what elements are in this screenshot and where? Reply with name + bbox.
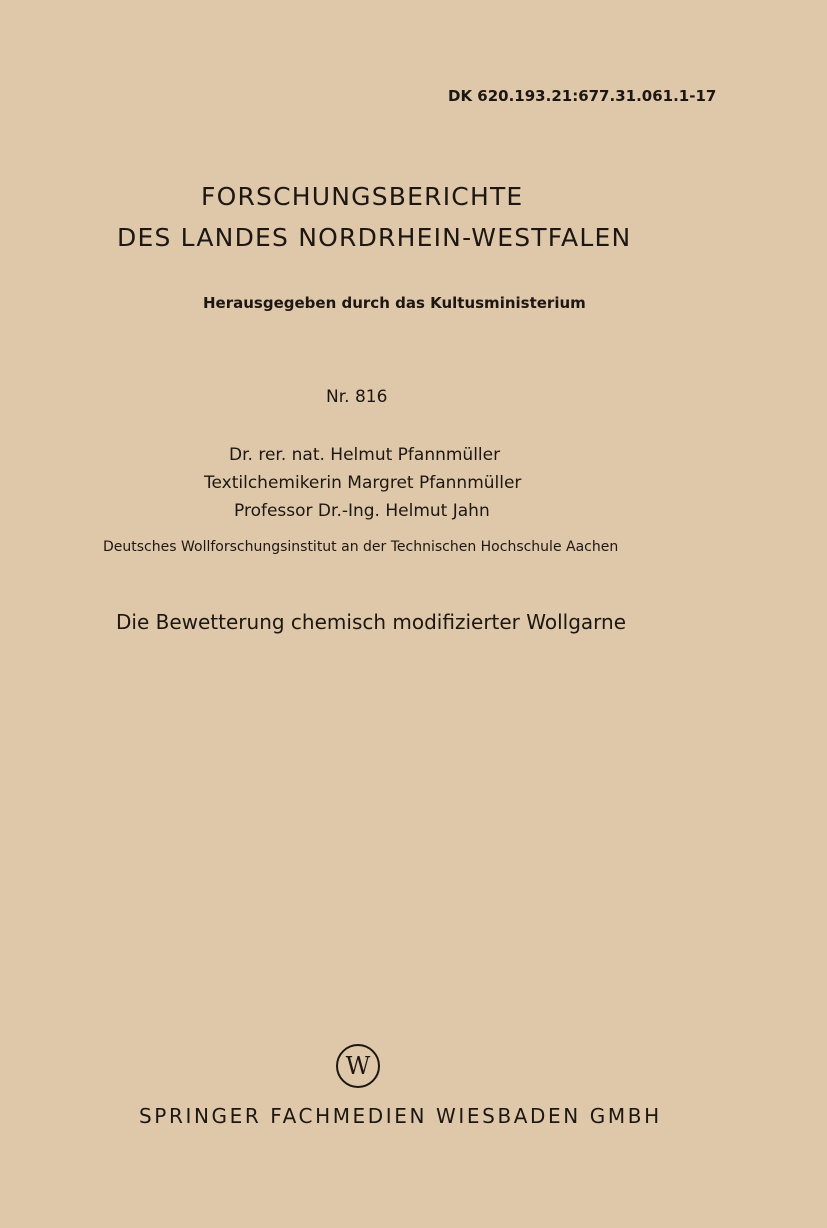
author-1: Dr. rer. nat. Helmut Pfannmüller [229,445,501,465]
author-2: Textilchemikerin Margret Pfannmüller [204,473,522,493]
publisher-logo [335,1043,381,1089]
author-3: Professor Dr.-Ing. Helmut Jahn [234,501,490,521]
report-title: Die Bewetterung chemisch modifizierter Wollgarne [116,610,627,634]
report-number: Nr. 816 [326,387,388,407]
publisher-name: SPRINGER FACHMEDIEN WIESBADEN GMBH [139,1104,662,1128]
classification-code: DK 620.193.21:677.31.061.1-17 [448,87,717,105]
series-title-line-2: DES LANDES NORDRHEIN-WESTFALEN [117,223,632,252]
series-title-line-1: FORSCHUNGSBERICHTE [201,182,524,211]
editor-line: Herausgegeben durch das Kultusministerium [203,294,586,312]
publisher-logo-letter: W [345,1052,371,1080]
institute-line: Deutsches Wollforschungsinstitut an der Technischen Hochschule Aachen [103,539,619,555]
